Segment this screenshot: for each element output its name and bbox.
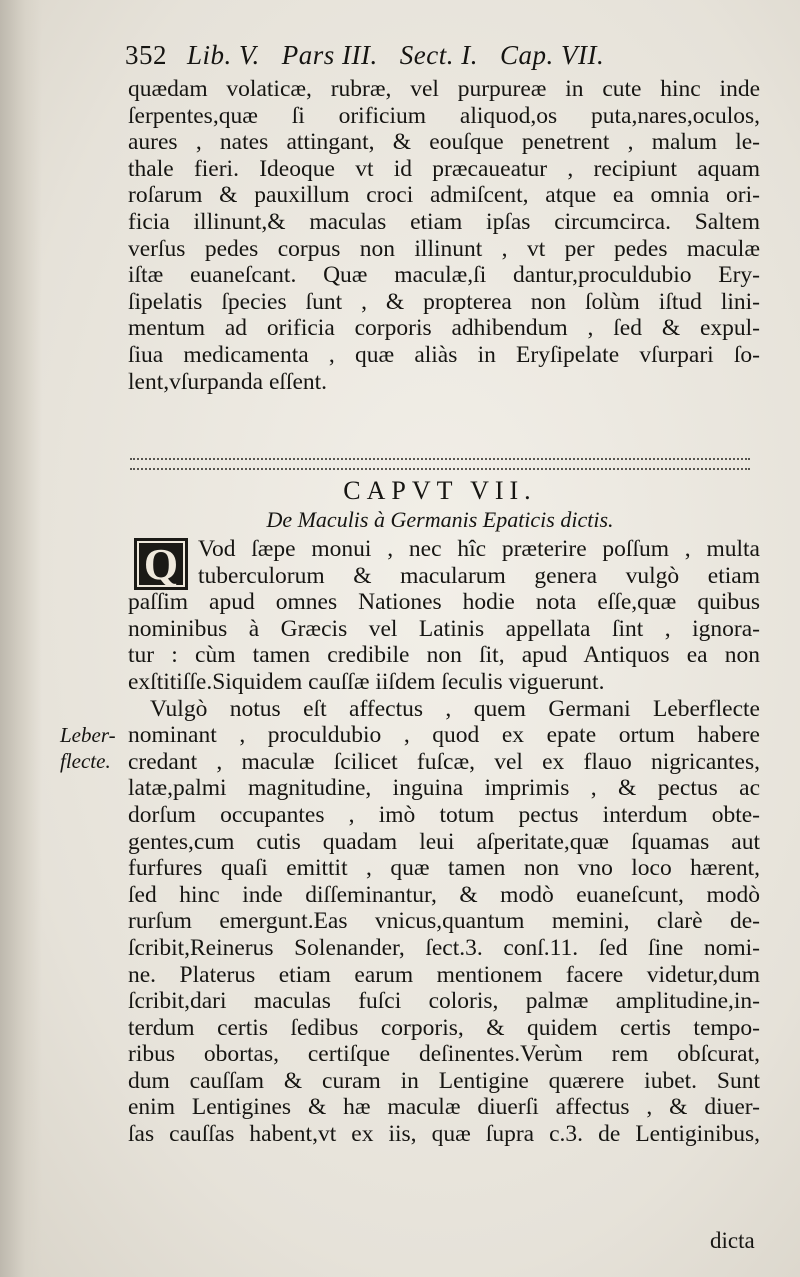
page-number: 352 [125, 40, 167, 70]
text-line: iſtæ euaneſcant. Quæ maculæ,ſi dantur,proculdubio Ery- [128, 262, 760, 289]
chapter-title: CAPVT VII. [343, 476, 537, 505]
text-line: tur : cùm tamen credibile non ſit, apud Antiquos ea non [128, 642, 760, 669]
text-line: ſas cauſſas habent,vt ex iis, quæ ſupra c.3. de Lentiginibus, [128, 1121, 760, 1148]
text-line: ſcribit,Reinerus Solenander, ſect.3. conſ.11. ſed ſine nomi- [128, 934, 760, 961]
text-line: verſus pedes corpus non illinunt , vt per pedes maculæ [128, 235, 760, 262]
text-line: paſſim apud omnes Nationes hodie nota eſſe,quæ quibus [128, 589, 760, 616]
text-line: furfures quaſi emittit , quæ tamen non vno loco hærent, [128, 855, 760, 882]
text-line: nominant , proculdubio , quod ex epate ortum habere [128, 722, 760, 749]
text-line: thale fieri. Ideoque vt id præcaueatur , recipiunt aquam [128, 155, 760, 182]
text-line: ribus obortas, certiſque deſinentes.Verùm rem obſcurat, [128, 1041, 760, 1068]
margin-note-line: flecte. [60, 749, 111, 773]
margin-note [60, 722, 130, 774]
text-line: credant , maculæ ſcilicet fuſcæ, vel ex flauo nigricantes, [128, 748, 760, 775]
text-line: ſcribit,dari maculas fuſci coloris, palmæ amplitudine,in- [128, 988, 760, 1015]
text-line: lent,vſurpanda eſſent. [128, 368, 328, 395]
page-gutter-shadow [0, 0, 42, 1277]
chapter-label: Cap. VII. [499, 40, 605, 70]
text-line: rurſum emergunt.Eas vnicus,quantum memini, clarè de- [128, 908, 760, 935]
text-block-continued [128, 76, 760, 395]
text-line: ſerpentes,quæ ſi orificium aliquod,os puta,nares,oculos, [128, 102, 760, 129]
text-line: latæ,palmi magnitudine, inguina imprimis , & pectus ac [128, 775, 760, 802]
text-line: Vulgò notus eſt affectus , quem Germani Leberflecte [150, 695, 760, 722]
text-line: nominibus à Græcis vel Latinis appellata ſint , ignora- [128, 615, 760, 642]
text-line: aures , nates attingant, & eouſque penetrent , malum le- [128, 129, 760, 156]
text-line: tuberculorum & macularum genera vulgò etiam [198, 562, 760, 589]
text-line: Vod ſæpe monui , nec hîc præterire poſſum , multa [198, 536, 760, 562]
margin-note-line: Leber- [60, 723, 116, 747]
text-line: exſtitiſſe.Siquidem cauſſæ iiſdem ſeculis viguerunt. [128, 668, 605, 695]
running-head [125, 40, 750, 71]
book-label: Lib. V. [187, 40, 260, 70]
text-line: mentum ad orificia corporis adhibendum , ſed & expul- [128, 315, 760, 342]
text-line: ſiua medicamenta , quæ aliàs in Eryſipelate vſurpari ſo- [128, 341, 760, 368]
ornament-rule [130, 458, 750, 470]
text-line: ſed hinc inde diſſeminantur, & modò euaneſcunt, modò [128, 881, 760, 908]
text-line: enim Lentigines & hæ maculæ diuerſi affectus , & diuer- [128, 1094, 760, 1121]
text-line: ſipelatis ſpecies ſunt , & propterea non ſolùm iſtud lini- [128, 288, 760, 315]
text-line: roſarum & pauxillum croci admiſcent, atque ea omnia ori- [128, 182, 760, 209]
chapter-subtitle: De Maculis à Germanis Epaticis dictis. [266, 507, 614, 532]
section-label: Sect. I. [399, 40, 478, 70]
text-line: ficia illinunt,& maculas etiam ipſas circumcirca. Saltem [128, 208, 760, 235]
text-line: dum cauſſam & curam in Lentigine quærere iubet. Sunt [128, 1067, 760, 1094]
text-line: quædam volaticæ, rubræ, vel purpureæ in cute hinc inde [128, 76, 760, 102]
text-block-chapter [128, 536, 760, 1148]
text-line: terdum certis ſedibus corporis, & quidem certis tempo- [128, 1014, 760, 1041]
part-label: Pars III. [281, 40, 378, 70]
text-line: gentes,cum cutis quadam leui aſperitate,quæ ſquamas aut [128, 828, 760, 855]
text-line: ne. Platerus etiam earum mentionem facere videtur,dum [128, 961, 760, 988]
catchword: dicta [710, 1228, 755, 1253]
decorated-initial: Q [134, 538, 188, 590]
text-line: dorſum occupantes , imò totum pectus interdum obte- [128, 801, 760, 828]
